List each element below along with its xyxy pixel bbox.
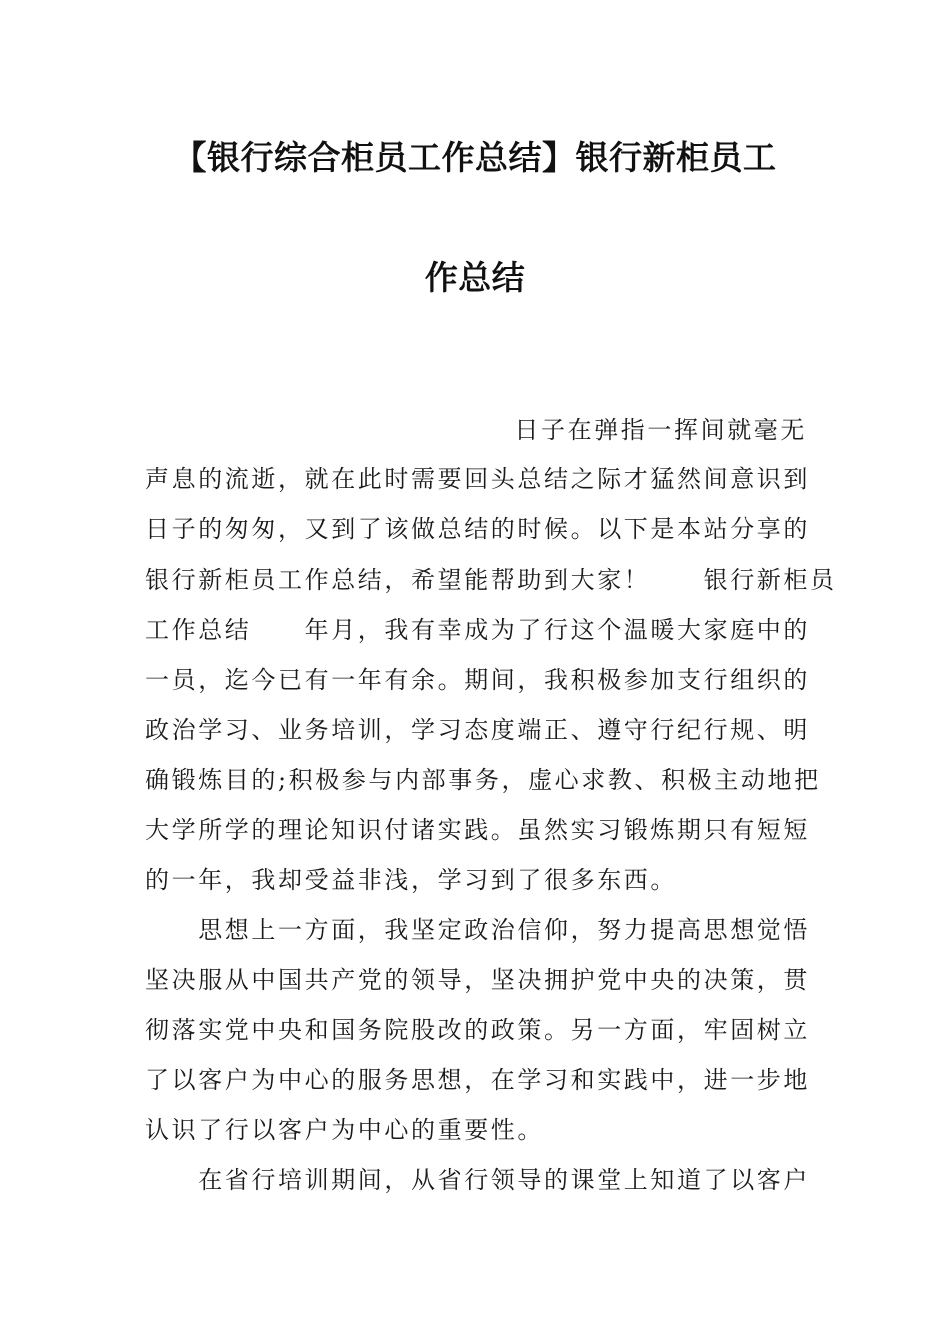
- body-line: 工作总结 年月，我有幸成为了行这个温暖大家庭中的: [145, 616, 810, 644]
- body-line: 日子在弹指一挥间就毫无: [514, 416, 807, 444]
- document-title-line-1: 【银行综合柜员工作总结】银行新柜员工: [173, 138, 777, 177]
- body-line: 银行新柜员工作总结，希望能帮助到大家！ 银行新柜员: [145, 566, 837, 594]
- body-line: 了以客户为中心的服务思想，在学习和实践中，进一步地: [145, 1066, 810, 1094]
- body-line: 政治学习、业务培训，学习态度端正、遵守行纪行规、明: [145, 716, 810, 744]
- body-line: 彻落实党中央和国务院股改的政策。另一方面，牢固树立: [145, 1016, 810, 1044]
- body-line: 思想上一方面，我坚定政治信仰，努力提高思想觉悟: [145, 916, 810, 944]
- body-line: 认识了行以客户为中心的重要性。: [145, 1116, 544, 1144]
- document-title-line-2: 作总结: [424, 258, 526, 297]
- body-line: 确锻炼目的;积极参与内部事务，虚心求教、积极主动地把: [145, 766, 821, 794]
- body-line: 在省行培训期间，从省行领导的课堂上知道了以客户: [145, 1166, 810, 1194]
- body-line: 的一年，我却受益非浅，学习到了很多东西。: [145, 866, 677, 894]
- body-line: 日子的匆匆，又到了该做总结的时候。以下是本站分享的: [145, 515, 810, 543]
- body-line: 一员，迄今已有一年有余。期间，我积极参加支行组织的: [145, 666, 810, 694]
- body-line: 大学所学的理论知识付诸实践。虽然实习锻炼期只有短短: [145, 816, 810, 844]
- body-line: 声息的流逝，就在此时需要回头总结之际才猛然间意识到: [145, 465, 810, 493]
- body-line: 坚决服从中国共产党的领导，坚决拥护党中央的决策，贯: [145, 966, 810, 994]
